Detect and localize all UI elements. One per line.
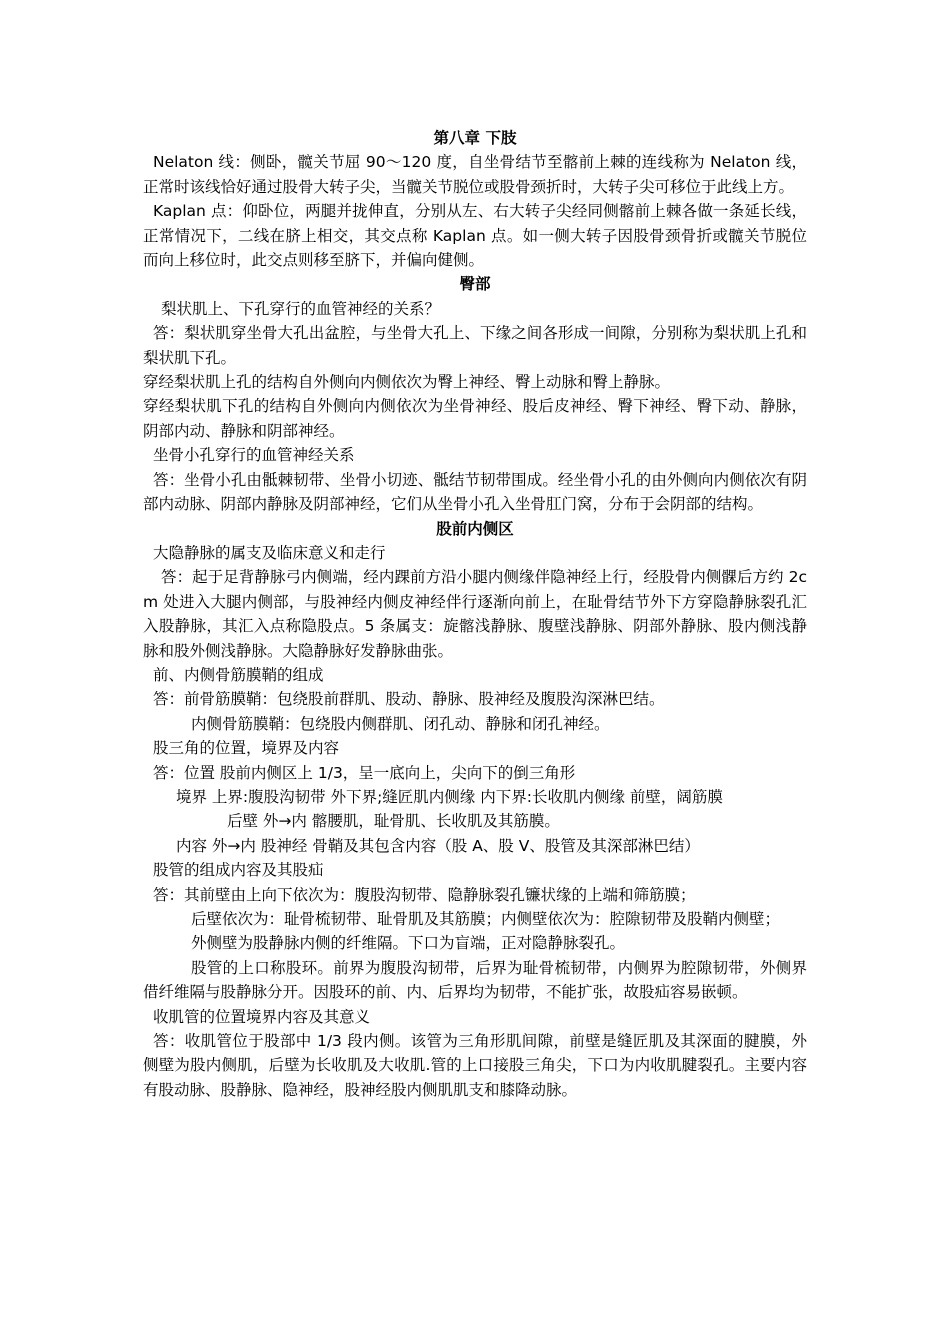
question-piriformis: 梨状肌上、下孔穿行的血管神经的关系？ (161, 299, 441, 318)
answer-femoral-canal-posterior: 后壁依次为：耻骨梳韧带、耻骨肌及其筋膜；内侧壁依次为：腔隙韧带及股鞘内侧壁； (191, 910, 781, 928)
answer-fascial-sheath-medial: 内侧骨筋膜鞘：包绕股内侧群肌、闭孔动、静脉和闭孔神经。 (191, 714, 610, 733)
question-adductor-canal: 收肌管的位置境界内容及其意义 (153, 1007, 371, 1026)
answer-femoral-ring: 股管的上口称股环。前界为腹股沟韧带，后界为耻骨梳韧带，内侧界为腔隙韧带，外侧界借纤维隔与股静脉分开。因股环的前、内、后界均为韧带，不能扩张，故股疝容易嵌顿。 (143, 958, 807, 1002)
answer-piriformis: 答：梨状肌穿坐骨大孔出盆腔，与坐骨大孔上、下缘之间各形成一间隙，分别称为梨状肌上孔和梨状肌下孔。 (143, 324, 807, 367)
nelaton-paragraph: Nelaton 线：侧卧，髋关节屈 90～120 度，自坐骨结节至髂前上棘的连线称为 Nelaton 线，正常时该线恰好通过股骨大转子尖，当髋关节脱位或股骨颈折时，大转子尖可移位于此线上方。 (143, 153, 807, 196)
answer-femoral-canal-lateral: 外侧壁为股静脉内侧的纤维隔。下口为盲端，正对隐静脉裂孔。 (191, 934, 626, 953)
section-heading-gluteal: 臀部 (459, 275, 491, 294)
question-fascial-sheath: 前、内侧骨筋膜鞘的组成 (153, 665, 324, 684)
answer-femoral-triangle-position: 答：位置 股前内侧区上 1/3，呈一底向上，尖向下的倒三角形 (153, 763, 576, 782)
answer-piriformis-lower: 穿经梨状肌下孔的结构自外侧向内侧依次为坐骨神经、股后皮神经、臀下神经、臀下动、静脉，阴部内动、静脉和阴部神经。 (143, 397, 807, 440)
answer-great-saphenous: 答：起于足背静脉弓内侧端，经内踝前方沿小腿内侧缘伴隐神经上行，经股骨内侧髁后方约 2cm 处进入大腿内侧部，与股神经内侧皮神经伴行逐渐向前上，在耻骨结节外下方穿隐静脉裂孔汇入股静脉，其汇入点称隐股点。5 条属支：旋髂浅静脉、腹壁浅静脉、阴部外静脉、股内侧浅静脉和股外侧浅静脉。大隐静脉好发静脉曲张。 (143, 568, 807, 660)
answer-lesser-sciatic: 答：坐骨小孔由骶棘韧带、坐骨小切迹、骶结节韧带围成。经坐骨小孔的由外侧向内侧依次有阴部内动脉、阴部内静脉及阴部神经，它们从坐骨小孔入坐骨肛门窝，分布于会阴部的结构。 (143, 470, 807, 514)
question-femoral-triangle: 股三角的位置，境界及内容 (153, 739, 340, 758)
question-great-saphenous: 大隐静脉的属支及临床意义和走行 (153, 543, 386, 562)
question-lesser-sciatic: 坐骨小孔穿行的血管神经关系 (153, 446, 355, 465)
document-body (143, 126, 807, 1102)
section-heading-thigh: 股前内侧区 (436, 519, 514, 538)
kaplan-paragraph: Kaplan 点：仰卧位，两腿并拢伸直，分别从左、右大转子尖经同侧髂前上棘各做一条延长线，正常情况下，二线在脐上相交，其交点称 Kaplan 点。如一侧大转子因股骨颈骨折或髋关节脱位而向上移位时，此交点则移至脐下，并偏向健侧。 (143, 202, 807, 270)
chapter-title: 第八章 下肢 (433, 129, 517, 147)
answer-fascial-sheath-anterior: 答：前骨筋膜鞘：包绕股前群肌、股动、静脉、股神经及腹股沟深淋巴结。 (153, 690, 665, 709)
answer-femoral-canal-anterior: 答：其前壁由上向下依次为：腹股沟韧带、隐静脉裂孔镰状缘的上端和筛筋膜； (153, 885, 696, 904)
answer-femoral-triangle-contents: 内容 外→内 股神经 骨鞘及其包含内容（股 A、股 V、股管及其深部淋巴结） (176, 836, 700, 855)
answer-piriformis-upper: 穿经梨状肌上孔的结构自外侧向内侧依次为臀上神经、臀上动脉和臀上静脉。 (143, 373, 671, 392)
answer-adductor-canal: 答：收肌管位于股部中 1/3 段内侧。该管为三角形肌间隙，前壁是缝匠肌及其深面的腱膜，外侧壁为股内侧肌，后壁为长收肌及大收肌.管的上口接股三角尖，下口为内收肌腱裂孔。主要内容有股动脉、股静脉、隐神经，股神经股内侧肌肌支和膝降动脉。 (143, 1032, 807, 1099)
answer-femoral-triangle-posterior: 后壁 外→内 髂腰肌，耻骨肌、长收肌及其筋膜。 (227, 812, 560, 831)
answer-femoral-triangle-boundary: 境界 上界:腹股沟韧带 外下界;缝匠肌内侧缘 内下界:长收肌内侧缘 前壁，阔筋膜 (176, 787, 723, 806)
question-femoral-canal: 股管的组成内容及其股疝 (153, 861, 324, 880)
